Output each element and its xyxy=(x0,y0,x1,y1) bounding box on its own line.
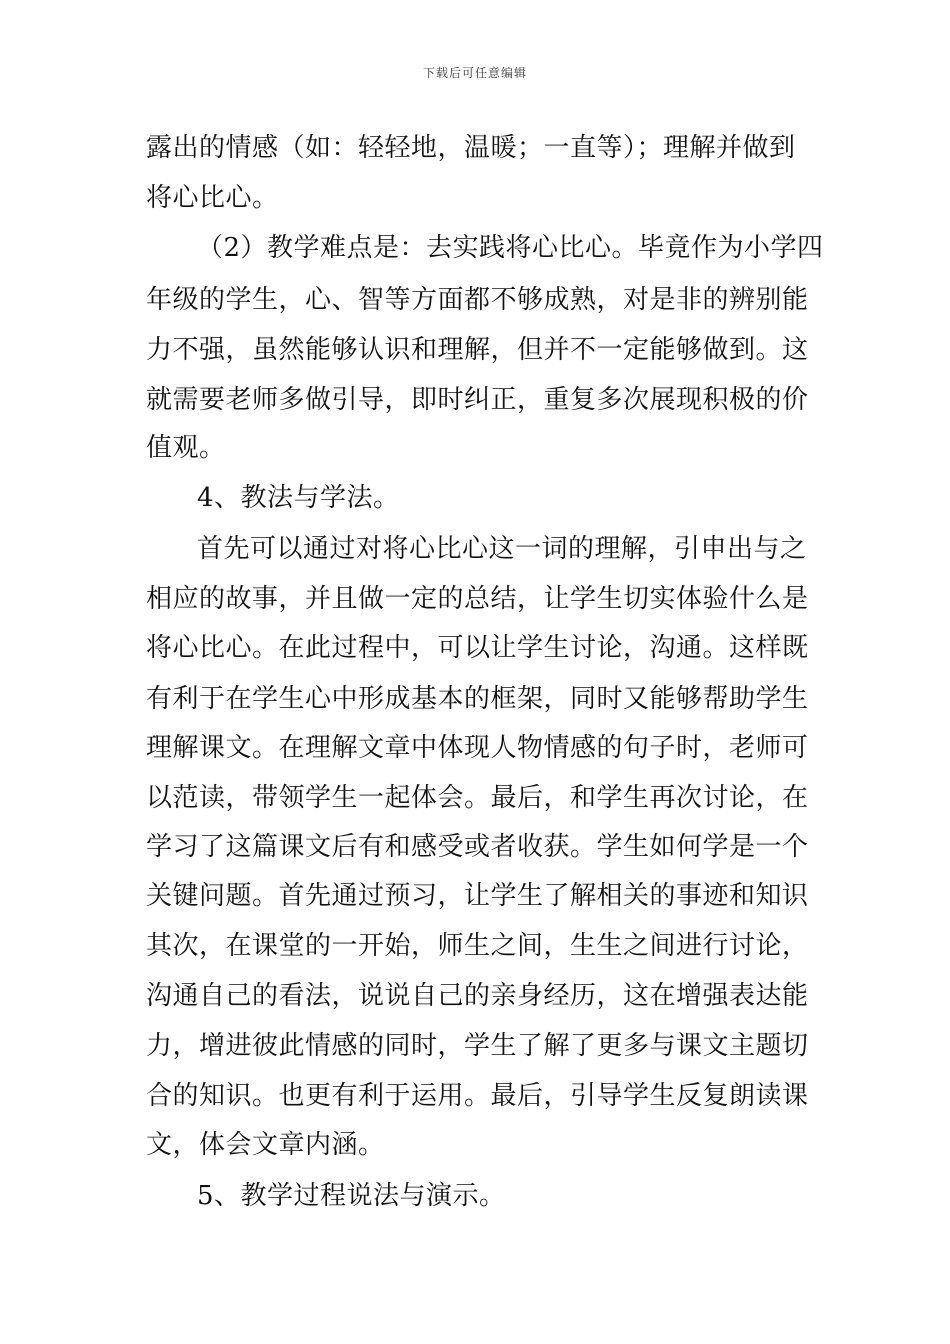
text-line: 理解课文。在理解文章中体现人物情感的句子时，老师可 xyxy=(146,733,809,763)
text-line: 以范读，带领学生一起体会。最后，和学生再次讨论，在 xyxy=(146,783,809,813)
text-line: （2）教学难点是：去实践将心比心。毕竟作为小学四 xyxy=(197,233,824,263)
text-line: 学习了这篇课文后有和感受或者收获。学生如何学是一个 xyxy=(146,832,809,862)
text-line: 其次，在课堂的一开始，师生之间，生生之间进行讨论， xyxy=(146,931,809,961)
section-heading: 5、教学过程说法与演示。 xyxy=(197,1181,506,1211)
text-line: 首先可以通过对将心比心这一词的理解，引申出与之 xyxy=(197,534,807,564)
text-line: 就需要老师多做引导，即时纠正，重复多次展现积极的价 xyxy=(146,385,809,415)
page-header: 下载后可任意编辑 xyxy=(422,66,527,80)
text-line: 值观。 xyxy=(146,433,226,463)
text-line: 沟通自己的看法，说说自己的亲身经历，这在增强表达能 xyxy=(146,981,809,1011)
text-line: 将心比心。 xyxy=(146,183,279,213)
text-line: 将心比心。在此过程中，可以让学生讨论，沟通。这样既 xyxy=(146,633,809,663)
text-line: 文，体会文章内涵。 xyxy=(146,1130,385,1160)
text-line: 年级的学生，心、智等方面都不够成熟，对是非的辨别能 xyxy=(146,285,809,315)
text-line: 关键问题。首先通过预习，让学生了解相关的事迹和知识 xyxy=(146,881,809,911)
text-line: 相应的故事，并且做一定的总结，让学生切实体验什么是 xyxy=(146,584,809,614)
text-line: 露出的情感（如：轻轻地，温暖；一直等）；理解并做到 xyxy=(146,133,796,163)
text-line: 合的知识。也更有利于运用。最后，引导学生反复朗读课 xyxy=(146,1081,809,1111)
text-line: 有利于在学生心中形成基本的框架，同时又能够帮助学生 xyxy=(146,684,809,714)
text-line: 力，增进彼此情感的同时，学生了解了更多与课文主题切 xyxy=(146,1031,809,1061)
text-line: 力不强，虽然能够认识和理解，但并不一定能够做到。这 xyxy=(146,335,809,365)
section-heading: 4、教法与学法。 xyxy=(197,483,400,513)
